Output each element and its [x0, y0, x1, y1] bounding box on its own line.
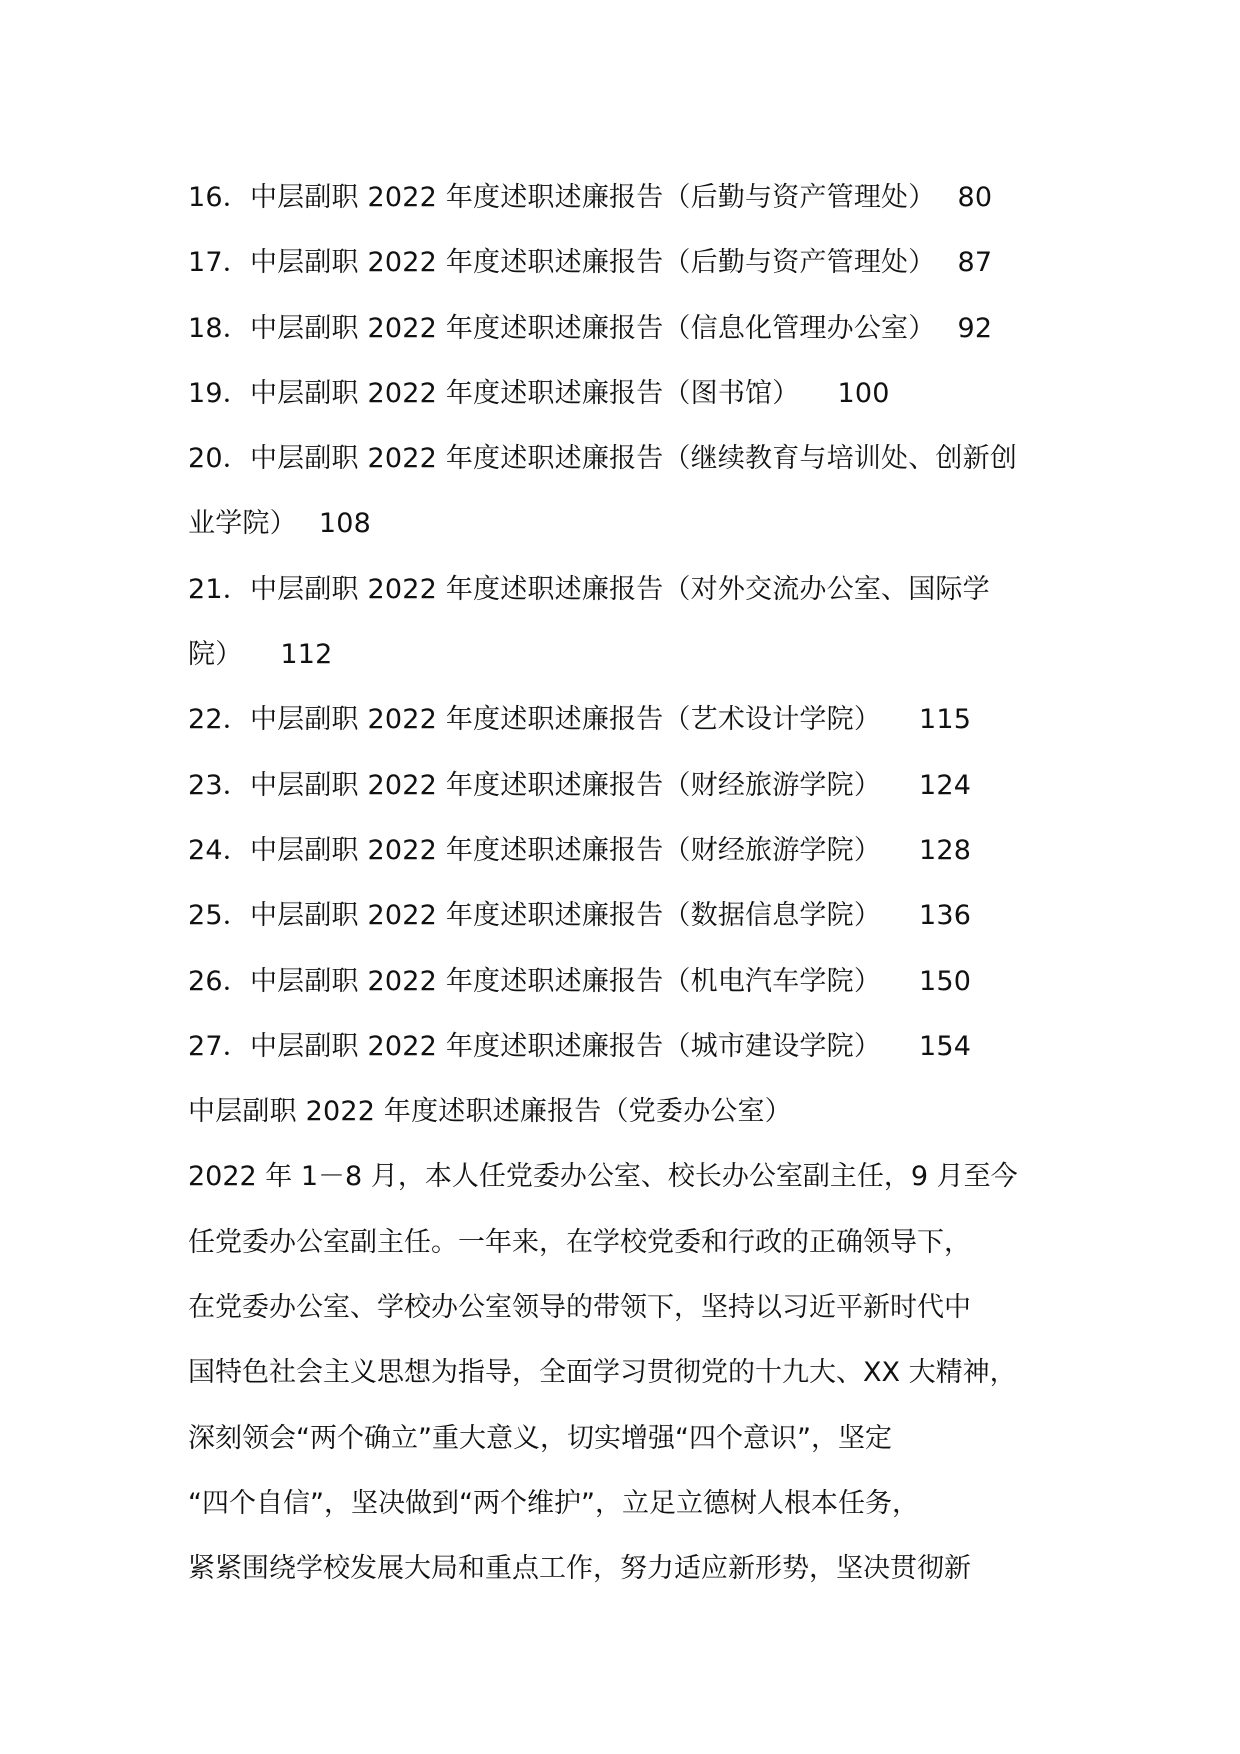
- toc-item-text-continued: 业学院）: [188, 508, 297, 540]
- toc-item-page-number: 150: [919, 965, 972, 997]
- toc-item-text: 23．中层副职 2022 年度述职述廉报告（财经旅游学院）: [188, 769, 882, 801]
- body-paragraph: [188, 1144, 1088, 1601]
- toc-item-page-number: 128: [919, 834, 972, 866]
- paragraph-line: 紧紧围绕学校发展大局和重点工作，努力适应新形势，坚决贯彻新: [188, 1553, 971, 1585]
- toc-item-page-number: 87: [957, 247, 993, 279]
- toc-item[interactable]: [188, 753, 1088, 818]
- toc-item[interactable]: [188, 687, 1088, 752]
- toc-item-text: 18．中层副职 2022 年度述职述廉报告（信息化管理办公室）: [188, 312, 936, 344]
- toc-item-page-number: 115: [919, 704, 972, 736]
- toc-item-page-number: 136: [919, 900, 972, 932]
- paragraph-line: 在党委办公室、学校办公室领导的带领下，坚持以习近平新时代中: [188, 1292, 971, 1324]
- page-content: [188, 165, 1088, 1602]
- toc-item-text: 25．中层副职 2022 年度述职述廉报告（数据信息学院）: [188, 900, 882, 932]
- toc-item-page-number: 124: [919, 769, 972, 801]
- toc-item-text: 16．中层副职 2022 年度述职述廉报告（后勤与资产管理处）: [188, 182, 936, 213]
- toc-item-page-number: 112: [280, 639, 333, 671]
- toc-item-page-number: 108: [318, 508, 371, 540]
- toc-item-text-continued: 院）: [188, 639, 243, 671]
- paragraph-line: “四个自信”，坚决做到“两个维护”，立足立德树人根本任务，: [188, 1487, 919, 1519]
- toc-item[interactable]: [188, 165, 1088, 230]
- toc-item[interactable]: [188, 883, 1088, 948]
- toc-item-page-number: 92: [957, 312, 993, 344]
- toc-item[interactable]: [188, 230, 1088, 295]
- toc-item-text: 17．中层副职 2022 年度述职述廉报告（后勤与资产管理处）: [188, 247, 936, 279]
- paragraph-line: 国特色社会主义思想为指导，全面学习贯彻党的十九大、XX 大精神，: [188, 1357, 1017, 1389]
- toc-item-text: 24．中层副职 2022 年度述职述廉报告（财经旅游学院）: [188, 834, 882, 866]
- toc-item-text: 22．中层副职 2022 年度述职述廉报告（艺术设计学院）: [188, 704, 882, 736]
- toc-item[interactable]: [188, 1014, 1088, 1079]
- section-title: 中层副职 2022 年度述职述廉报告（党委办公室）: [188, 1096, 792, 1128]
- toc-item-page-number: 154: [919, 1030, 972, 1062]
- toc-item-text: 27．中层副职 2022 年度述职述廉报告（城市建设学院）: [188, 1030, 882, 1062]
- paragraph-line: 任党委办公室副主任。一年来，在学校党委和行政的正确领导下，: [188, 1226, 971, 1258]
- toc-item[interactable]: [188, 296, 1088, 361]
- toc-item-text: 19．中层副职 2022 年度述职述廉报告（图书馆）: [188, 377, 800, 409]
- toc-item-text: 21．中层副职 2022 年度述职述廉报告（对外交流办公室、国际学: [188, 573, 990, 605]
- toc-item[interactable]: [188, 361, 1088, 426]
- toc-item-page-number: 100: [837, 377, 890, 409]
- toc-item-page-number: 80: [957, 182, 993, 213]
- toc-item[interactable]: [188, 426, 1088, 557]
- toc-item-text: 20．中层副职 2022 年度述职述廉报告（继续教育与培训处、创新创: [188, 443, 1018, 475]
- paragraph-line: 深刻领会“两个确立”重大意义，切实增强“四个意识”，坚定: [188, 1422, 892, 1454]
- toc-item-text: 26．中层副职 2022 年度述职述廉报告（机电汽车学院）: [188, 965, 882, 997]
- toc-item[interactable]: [188, 818, 1088, 883]
- paragraph-line: 2022 年 1－8 月，本人任党委办公室、校长办公室副主任，9 月至今: [188, 1161, 1018, 1193]
- toc-item[interactable]: [188, 557, 1088, 688]
- toc-item[interactable]: [188, 949, 1088, 1014]
